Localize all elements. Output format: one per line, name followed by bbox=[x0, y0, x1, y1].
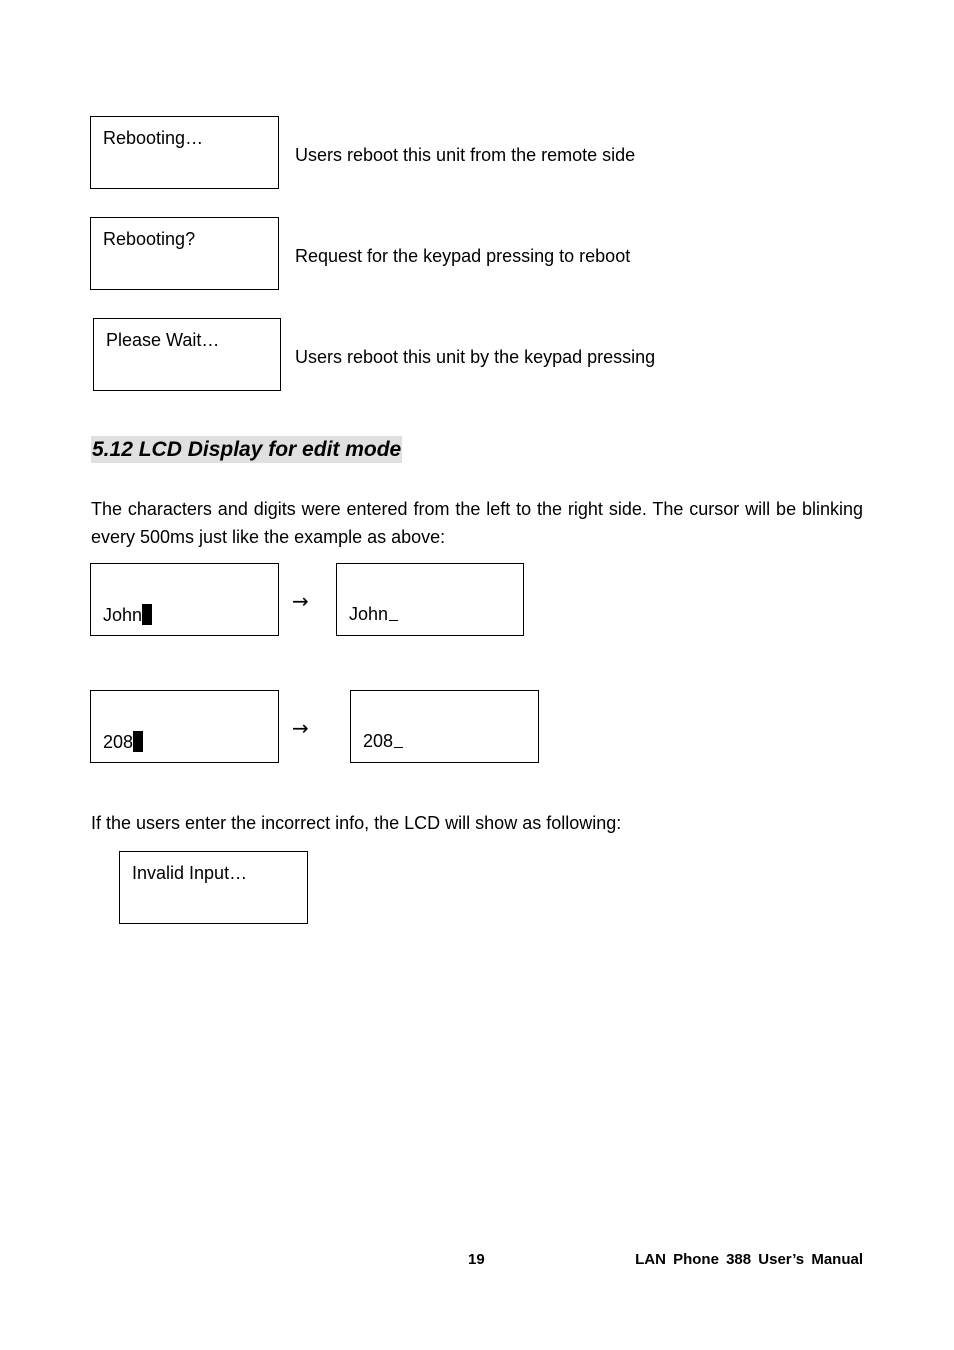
lcd-display-rebooting-question bbox=[90, 217, 279, 290]
intro-paragraph: The characters and digits were entered from the left to the right side. The cursor will be blinking every 500ms just like the example as above: bbox=[91, 499, 863, 547]
lcd-line bbox=[103, 731, 143, 752]
lcd-description: Users reboot this unit by the keypad pressing bbox=[295, 347, 656, 367]
section-heading: 5.12 LCD Display for edit mode bbox=[92, 438, 402, 461]
lcd-display-rebooting bbox=[90, 116, 279, 189]
block-cursor bbox=[142, 604, 152, 625]
lcd-display-invalid-input bbox=[119, 851, 308, 924]
lcd-display-208-block-cursor bbox=[90, 690, 279, 763]
lcd-line bbox=[103, 604, 152, 625]
lcd-display-208-underline-cursor bbox=[350, 690, 539, 763]
lcd-text: Invalid Input… bbox=[132, 863, 248, 883]
underline-cursor bbox=[389, 620, 398, 621]
lcd-text: 208 bbox=[363, 731, 394, 751]
lcd-text: 208 bbox=[103, 732, 134, 752]
lcd-text: John bbox=[103, 605, 143, 625]
lcd-text: John bbox=[349, 604, 389, 624]
lcd-display-john-block-cursor bbox=[90, 563, 279, 636]
lcd-display-please-wait bbox=[93, 318, 281, 391]
lcd-text: Rebooting? bbox=[103, 229, 196, 249]
right-arrow-icon: → bbox=[292, 716, 309, 740]
lcd-text: Rebooting… bbox=[103, 128, 204, 148]
lcd-description: Request for the keypad pressing to reboot bbox=[295, 246, 631, 266]
lcd-description: Users reboot this unit from the remote side bbox=[295, 145, 636, 165]
underline-cursor bbox=[394, 747, 403, 748]
block-cursor bbox=[133, 731, 143, 752]
page-number: 19 bbox=[468, 1251, 485, 1268]
lcd-line bbox=[349, 604, 398, 624]
lcd-text: Please Wait… bbox=[106, 330, 220, 350]
right-arrow-icon: → bbox=[292, 589, 309, 613]
invalid-intro: If the users enter the incorrect info, the LCD will show as following: bbox=[91, 813, 622, 833]
manual-title: LAN Phone 388 User’s Manual bbox=[635, 1251, 863, 1268]
lcd-line bbox=[363, 731, 403, 751]
lcd-display-john-underline-cursor bbox=[336, 563, 524, 636]
